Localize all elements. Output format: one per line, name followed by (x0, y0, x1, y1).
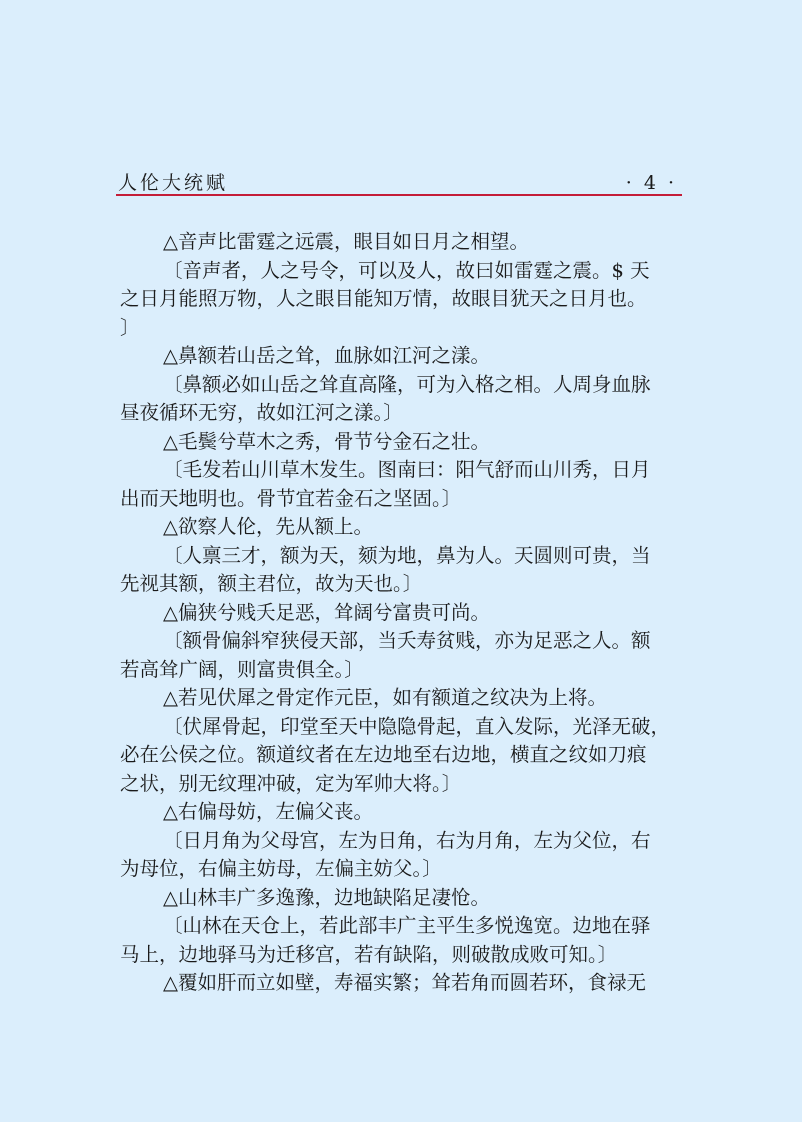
header-rule (116, 194, 682, 196)
commentary-line: 〕 (120, 315, 140, 339)
verse-line: △右偏母妨，左偏父丧。 (163, 800, 373, 823)
commentary-line: 必在公侯之位。额道纹者在左边地至右边地，横直之纹如刀痕 (120, 743, 647, 766)
verse-line: △若见伏犀之骨定作元臣，如有额道之纹决为上将。 (163, 686, 607, 709)
commentary-line: 〔伏犀骨起，印堂至天中隐隐骨起，直入发际，光泽无破， (163, 714, 671, 738)
commentary-line: 〔音声者，人之号令，可以及人，故曰如雷霆之震。$ 天 (163, 258, 650, 282)
commentary-line: 〔额骨偏斜窄狭侵天部，当夭寿贫贱，亦为足恶之人。额 (163, 629, 651, 652)
commentary-line: 之状，别无纹理冲破，定为军帅大将。〕 (120, 771, 462, 795)
page-number: · 4 · (625, 172, 677, 194)
commentary-line: 马上，边地驿马为迁移宫，若有缺陷，则破散成败可知。〕 (120, 942, 618, 966)
commentary-line: 昼夜循环无穷，故如江河之漾。〕 (120, 401, 403, 424)
text-body (120, 228, 685, 998)
commentary-line: 〔人禀三才，额为天，颏为地，鼻为人。天圆则可贵，当 (163, 543, 651, 567)
verse-line: △山林丰广多逸豫，边地缺陷足凄怆。 (163, 885, 490, 909)
verse-line: △毛鬓兮草木之秀，骨节兮金石之壮。 (163, 429, 490, 453)
book-title: 人伦大统赋 (118, 172, 229, 194)
verse-line: △音声比雷霆之远震，眼目如日月之相望。 (163, 230, 529, 253)
commentary-line: 〔鼻额必如山岳之耸直高隆，可为入格之相。人周身血脉 (163, 372, 651, 396)
commentary-line: 〔山林在天仓上，若此部丰广主平生多悦逸宽。边地在驿 (163, 914, 651, 937)
verse-line: △覆如肝而立如壁，寿福实繁；耸若角而圆若环，食禄无 (163, 971, 646, 994)
commentary-line: 〔日月角为父母宫，左为日角，右为月角，左为父位，右 (163, 828, 651, 852)
verse-line: △偏狭兮贱夭足恶，耸阔兮富贵可尚。 (163, 600, 490, 624)
commentary-line: 〔毛发若山川草木发生。图南曰：阳气舒而山川秀，日月 (163, 458, 651, 481)
verse-line: △欲察人伦，先从额上。 (163, 515, 373, 538)
commentary-line: 先视其额，额主君位，故为天也。〕 (120, 572, 423, 595)
commentary-line: 之日月能照万物，人之眼目能知万情，故眼目犹天之日月也。 (120, 287, 647, 310)
commentary-line: 若高耸广阔，则富贵俱全。〕 (120, 657, 364, 681)
running-header (118, 170, 681, 196)
commentary-line: 出而天地明也。骨节宜若金石之坚固。〕 (120, 486, 462, 510)
commentary-line: 为母位，右偏主妨母，左偏主妨父。〕 (120, 857, 442, 880)
verse-line: △鼻额若山岳之耸，血脉如江河之漾。 (163, 344, 490, 367)
